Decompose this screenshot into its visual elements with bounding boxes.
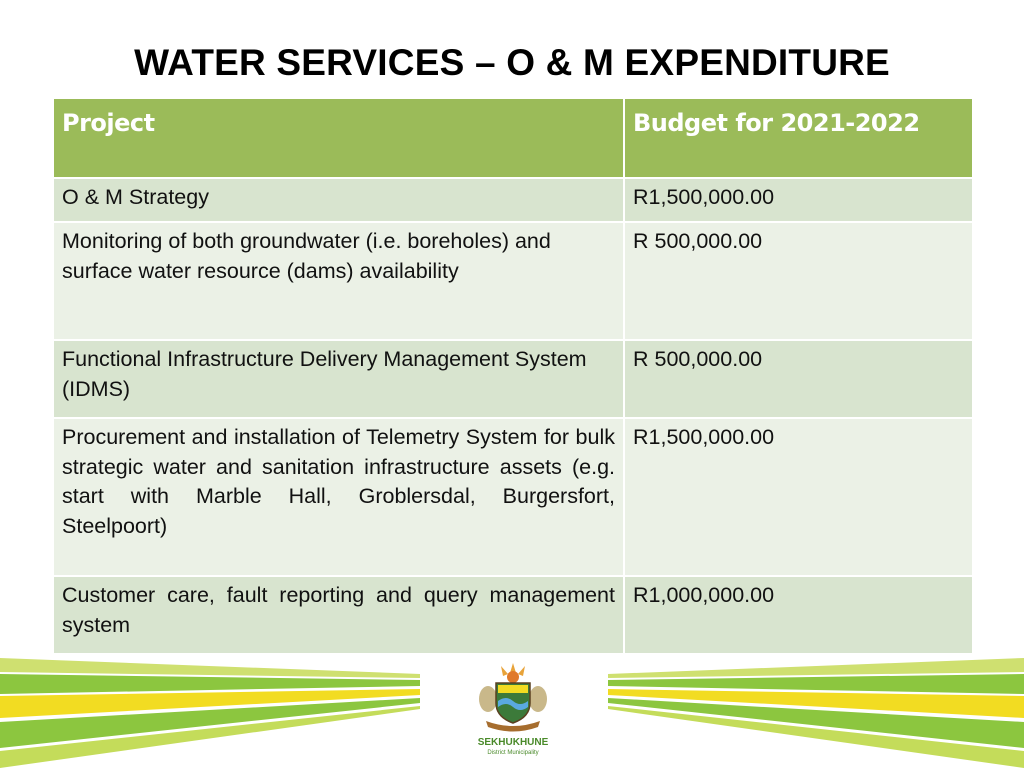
svg-text:District Municipality: District Municipality xyxy=(487,750,539,756)
municipal-crest-icon xyxy=(468,661,558,761)
table-row xyxy=(53,340,973,418)
header-budget: Budget for 2021-2022 xyxy=(624,98,973,178)
budget-cell: R1,500,000.00 xyxy=(624,418,973,576)
header-project: Project xyxy=(53,98,624,178)
table-row xyxy=(53,222,973,340)
project-cell: O & M Strategy xyxy=(53,178,624,222)
budget-cell: R1,000,000.00 xyxy=(624,576,973,654)
budget-cell: R1,500,000.00 xyxy=(624,178,973,222)
project-cell: Procurement and installation of Telemetry System for bulk strategic water and sanitation infrastructure assets (e.g. start with Marble Hall, Groblersdal, Burgersfort, Steelpoort) xyxy=(53,418,624,576)
project-cell: Customer care, fault reporting and query management system xyxy=(53,576,624,654)
project-cell: Monitoring of both groundwater (i.e. boreholes) and surface water resource (dams) availability xyxy=(53,222,624,340)
svg-text:SEKHUKHUNE: SEKHUKHUNE xyxy=(477,737,549,748)
table-row xyxy=(53,576,973,654)
budget-cell: R 500,000.00 xyxy=(624,222,973,340)
slide-title: WATER SERVICES – O & M EXPENDITURE xyxy=(134,42,890,83)
budget-table xyxy=(52,97,974,655)
table-row xyxy=(53,178,973,222)
table-row xyxy=(53,418,973,576)
table-header-row xyxy=(53,98,973,178)
footer-banner xyxy=(0,656,1024,768)
project-cell: Functional Infrastructure Delivery Management System (IDMS) xyxy=(53,340,624,418)
budget-cell: R 500,000.00 xyxy=(624,340,973,418)
